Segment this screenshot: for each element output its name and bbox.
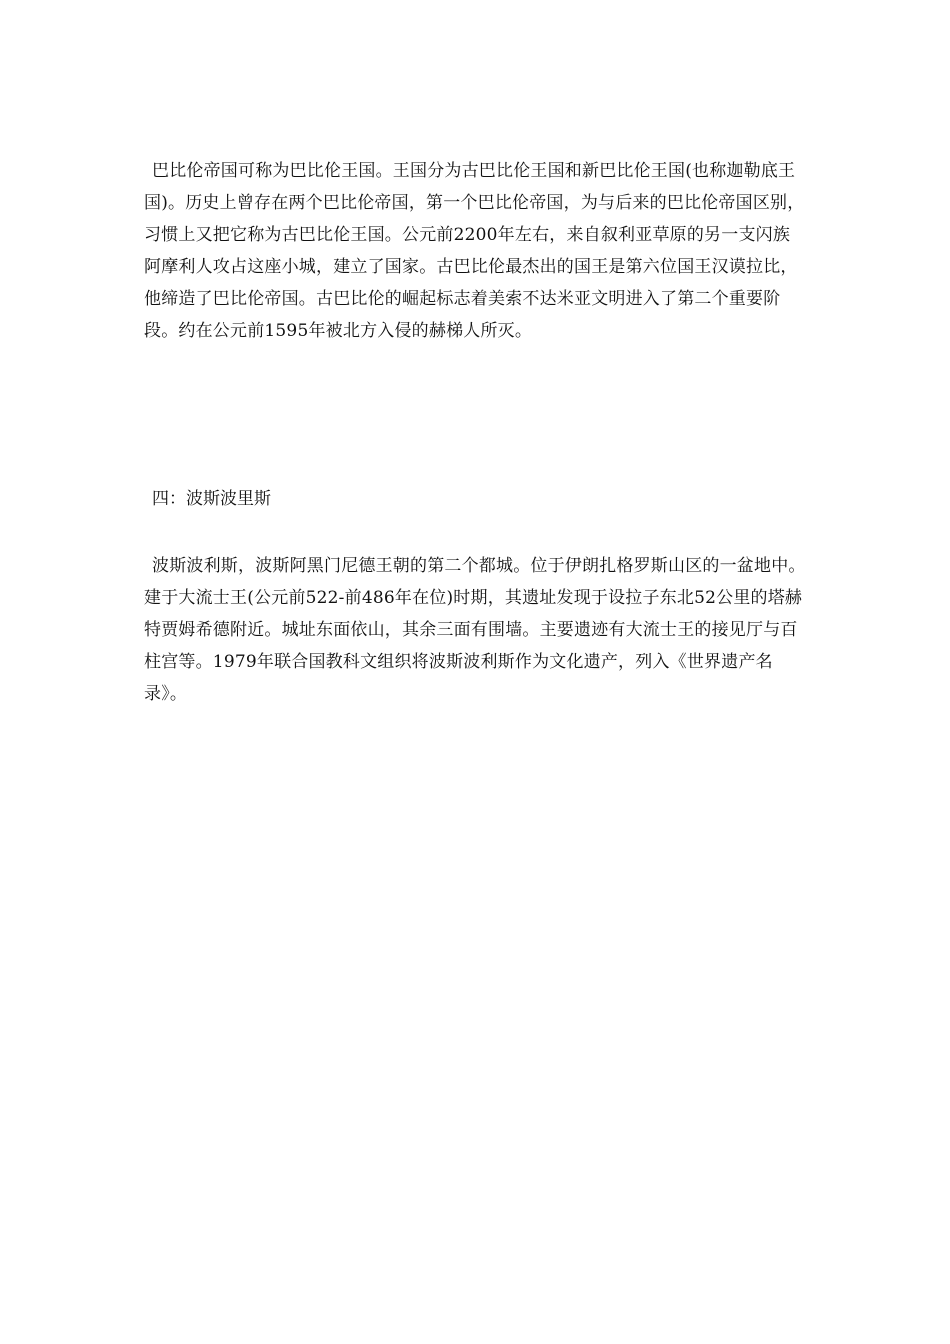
paragraph-babylonian-empire: 巴比伦帝国可称为巴比伦王国。王国分为古巴比伦王国和新巴比伦王国(也称迦勒底王国)。历史上曾存在两个巴比伦帝国，第一个巴比伦帝国，为与后来的巴比伦帝国区别，习惯上又把它称为古巴比伦王国。公元前2200年左右，来自叙利亚草原的另一支闪族阿摩利人攻占这座小城，建立了国家。古巴比伦最杰出的国王是第六位国王汉谟拉比，他缔造了巴比伦帝国。古巴比伦的崛起标志着美索不达米亚文明进入了第二个重要阶段。约在公元前1595年被北方入侵的赫梯人所灭。 (144, 161, 805, 341)
section-heading-persepolis: 四：波斯波里斯 (152, 489, 271, 509)
paragraph-persepolis: 波斯波利斯，波斯阿黑门尼德王朝的第二个都城。位于伊朗扎格罗斯山区的一盆地中。建于大流士王(公元前522-前486年在位)时期，其遗址发现于设拉子东北52公里的塔赫特贾姆希德附近。城址东面依山，其余三面有围墙。主要遗迹有大流士王的接见厅与百柱宫等。1979年联合国教科文组织将波斯波利斯作为文化遗产，列入《世界遗产名录》。 (144, 556, 806, 704)
